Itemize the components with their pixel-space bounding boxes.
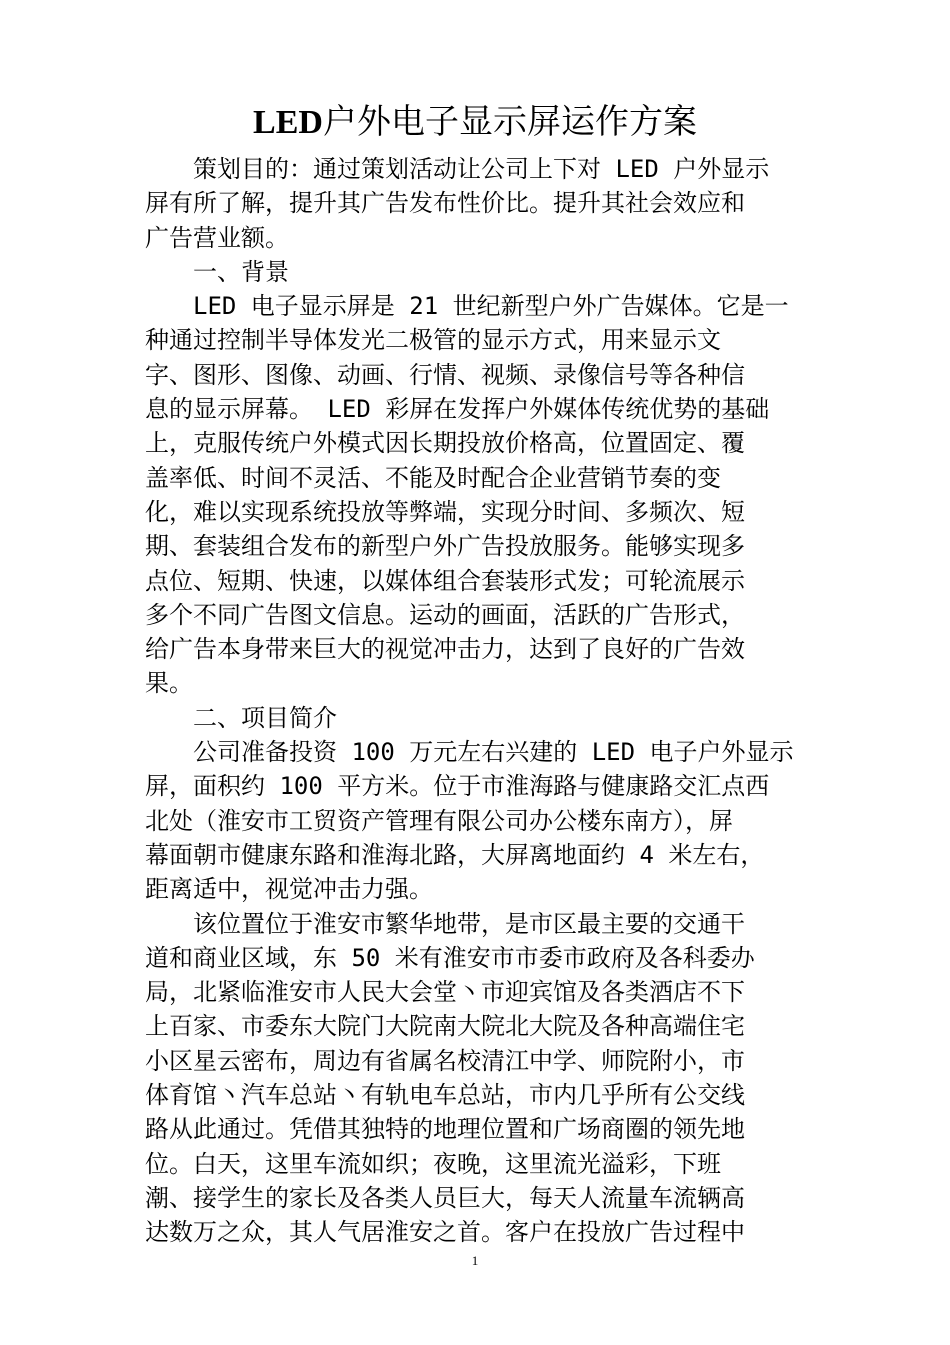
body-line: 小区星云密布，周边有省属名校清江中学、师院附小，市 <box>145 1046 745 1075</box>
body-line: 给广告本身带来巨大的视觉冲击力，达到了良好的广告效 <box>145 635 745 664</box>
body-line: 公司准备投资 100 万元左右兴建的 LED 电子户外显示 <box>145 738 794 767</box>
title-latin: LED <box>253 104 323 141</box>
body-line: 该位置位于淮安市繁华地带，是市区最主要的交通干 <box>145 909 745 938</box>
body-line: 路从此通过。凭借其独特的地理位置和广场商圈的领先地 <box>145 1115 745 1144</box>
body-line: 道和商业区域，东 50 米有淮安市市委市政府及各科委办 <box>145 943 755 972</box>
body-line: 幕面朝市健康东路和淮海北路，大屏离地面约 4 米左右， <box>145 840 765 869</box>
body-line: 果。 <box>145 669 193 698</box>
body-line: 多个不同广告图文信息。运动的画面，活跃的广告形式， <box>145 600 745 629</box>
document-title <box>0 100 950 145</box>
body-line: 距离适中，视觉冲击力强。 <box>145 875 433 904</box>
body-line: 策划目的：通过策划活动让公司上下对 LED 户外显示 <box>145 155 770 183</box>
body-line: LED 电子显示屏是 21 世纪新型户外广告媒体。它是一 <box>145 292 789 321</box>
body-line: 屏，面积约 100 平方米。位于市淮海路与健康路交汇点西 <box>145 772 770 801</box>
body-line: 屏有所了解，提升其广告发布性价比。提升其社会效应和 <box>145 189 745 218</box>
body-line: 二、项目简介 <box>145 703 337 732</box>
document-body <box>145 152 795 1250</box>
body-line: 位。白天，这里车流如织；夜晚，这里流光溢彩，下班 <box>145 1149 721 1178</box>
body-line: 达数万之众，其人气居淮安之首。客户在投放广告过程中 <box>145 1218 745 1247</box>
body-line: 上百家、市委东大院门大院南大院北大院及各种高端住宅 <box>145 1012 745 1041</box>
body-line: 化，难以实现系统投放等弊端，实现分时间、多频次、短 <box>145 497 745 526</box>
title-cjk: 户外电子显示屏运作方案 <box>322 102 697 142</box>
body-line: 体育馆丶汽车总站丶有轨电车总站，市内几乎所有公交线 <box>145 1081 745 1110</box>
body-line: 种通过控制半导体发光二极管的显示方式，用来显示文 <box>145 326 721 355</box>
body-line: 广告营业额。 <box>145 223 289 252</box>
body-line: 局，北紧临淮安市人民大会堂丶市迎宾馆及各类酒店不下 <box>145 978 745 1007</box>
body-line: 息的显示屏幕。 LED 彩屏在发挥户外媒体传统优势的基础 <box>145 395 770 424</box>
body-line: 期、套装组合发布的新型户外广告投放服务。能够实现多 <box>145 532 745 561</box>
body-line: 字、图形、图像、动画、行情、视频、录像信号等各种信 <box>145 360 745 389</box>
body-line: 点位、短期、快速，以媒体组合套装形式发；可轮流展示 <box>145 566 745 595</box>
page-number: 1 <box>471 1253 479 1268</box>
body-line: 盖率低、时间不灵活、不能及时配合企业营销节奏的变 <box>145 463 721 492</box>
body-line: 潮、接学生的家长及各类人员巨大，每天人流量车流辆高 <box>145 1183 745 1212</box>
body-line: 一、背景 <box>145 257 289 286</box>
body-line: 上，克服传统户外模式因长期投放价格高，位置固定、覆 <box>145 429 745 458</box>
body-line: 北处（淮安市工贸资产管理有限公司办公楼东南方），屏 <box>145 806 733 835</box>
